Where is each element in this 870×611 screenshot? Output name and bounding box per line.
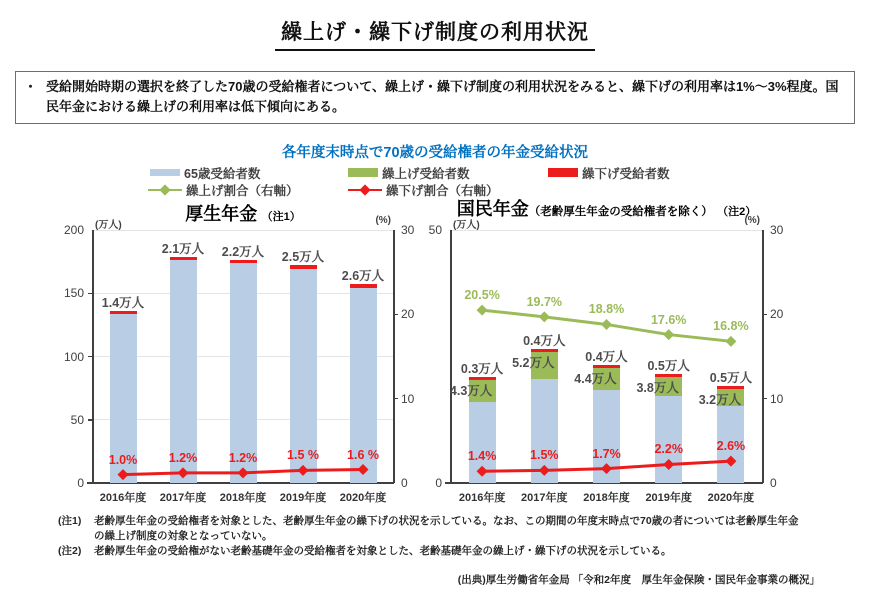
- bar-value-label: 3.2万人: [698, 393, 742, 408]
- bar-value-label: 1.4万人: [101, 295, 145, 310]
- bar-value-label: 4.4万人: [574, 372, 617, 387]
- chart-title-sub: （老齢厚生年金の受給権者を除く）: [528, 206, 713, 218]
- y-tick-right: 20: [770, 307, 784, 322]
- legend-item-65歳受給者数: [150, 165, 260, 180]
- tick-mark: [393, 314, 398, 316]
- summary-note-box: [15, 71, 855, 124]
- chart-kosei-nenkin: [40, 196, 440, 512]
- diamond-marker-icon: [298, 465, 309, 476]
- bar-value-label: 0.5万人: [647, 358, 690, 373]
- legend-label: 繰下げ受給者数: [582, 166, 670, 181]
- footnote-1: [58, 514, 820, 544]
- diamond-marker-icon: [358, 464, 369, 475]
- green-line-swatch-icon: [148, 184, 182, 195]
- line-value-label: 19.7%: [526, 294, 563, 309]
- line-value-label: 20.5%: [464, 288, 500, 303]
- footnote-2-text: 老齢厚生年金の受給権がない老齢基礎年金の受給権者を対象とした、老齢基礎年金の繰上げ・繰下げの状況を示している。: [94, 545, 672, 558]
- diamond-marker-icon: [725, 336, 736, 347]
- bar-value-label: 4.3万人: [449, 384, 493, 399]
- line-value-label: 1.5%: [530, 448, 559, 463]
- y-tick-left: 50: [70, 412, 84, 427]
- tick-mark: [762, 314, 767, 316]
- footnote-1-label: (注1): [58, 515, 82, 527]
- bar-value-label: 0.3万人: [460, 362, 504, 377]
- red-line-swatch-icon: [348, 184, 382, 195]
- y-tick-left: 150: [63, 286, 84, 301]
- diamond-marker-icon: [178, 467, 189, 478]
- line-value-label: 16.8%: [713, 319, 749, 334]
- y-tick-left: 200: [63, 223, 84, 237]
- x-tick-label: 2016年度: [99, 492, 147, 504]
- diamond-marker-icon: [238, 467, 249, 478]
- x-tick-label: 2020年度: [707, 492, 755, 504]
- y-tick-right: 30: [770, 223, 784, 237]
- x-tick-label: 2019年度: [279, 492, 327, 504]
- line-value-label: 18.8%: [588, 302, 625, 317]
- bar-value-label: 2.1万人: [161, 242, 205, 257]
- tick-mark: [393, 398, 398, 400]
- legend-label: 繰下げ割合（右軸）: [386, 183, 499, 198]
- line-value-label: 1.7%: [592, 446, 621, 461]
- diamond-marker-icon: [601, 463, 612, 474]
- y-tick-right: 0: [401, 476, 408, 490]
- x-tick-label: 2017年度: [521, 492, 568, 504]
- unit-left-label: (万人): [453, 220, 480, 231]
- legend-item-繰上げ受給者数: [348, 165, 470, 180]
- diamond-marker-icon: [159, 184, 170, 195]
- bar-value-label: 0.4万人: [523, 334, 566, 349]
- line-value-label: 2.2%: [654, 442, 683, 457]
- line-value-label: 1.0%: [108, 452, 138, 467]
- chart-title-note: （注2）: [717, 206, 757, 218]
- footnote-2: [58, 544, 820, 559]
- chart-title-main: 厚生年金: [185, 204, 258, 224]
- line-value-label: 1.4%: [467, 449, 497, 464]
- red-bar-swatch-icon: [548, 168, 578, 177]
- x-tick-label: 2016年度: [458, 492, 506, 504]
- x-tick-label: 2019年度: [645, 492, 692, 504]
- unit-right-label: (%): [744, 215, 760, 226]
- bar-value-label: 0.5万人: [709, 371, 753, 386]
- legend-label: 65歳受給者数: [184, 166, 261, 181]
- tick-mark: [762, 398, 767, 400]
- legend-label: 繰上げ割合（右軸）: [186, 183, 299, 198]
- y-tick-left: 50: [428, 223, 442, 237]
- line-value-label: 1.5 %: [287, 448, 319, 463]
- diamond-marker-icon: [663, 459, 674, 470]
- bar-value-label: 2.6万人: [341, 269, 385, 284]
- footnote-2-label: (注2): [58, 545, 82, 558]
- x-tick-label: 2017年度: [159, 492, 207, 504]
- line-value-label: 1.2%: [228, 450, 258, 465]
- green-bar-swatch-icon: [348, 168, 378, 177]
- chart-title-note: （注1）: [261, 211, 301, 223]
- diamond-marker-icon: [725, 456, 736, 467]
- x-tick-label: 2018年度: [219, 492, 267, 504]
- footnotes: [58, 514, 820, 588]
- diamond-marker-icon: [539, 311, 550, 322]
- diamond-marker-icon: [477, 466, 488, 477]
- summary-note-text: 受給開始時期の選択を終了した70歳の受給権者について、繰上げ・繰下げ制度の利用状況をみると、繰下げの利用率は1%～3%程度。国民年金における繰上げの利用率は低下傾向にある。: [46, 79, 839, 115]
- line-value-label: 1.6 %: [347, 447, 379, 462]
- line-value-label: 17.6%: [650, 312, 687, 327]
- line-series-layer: [93, 230, 393, 483]
- x-tick-label: 2018年度: [583, 492, 630, 504]
- diamond-marker-icon: [118, 469, 129, 480]
- legend-label: 繰上げ受給者数: [382, 166, 470, 181]
- diamond-marker-icon: [601, 319, 612, 330]
- line-value-label: 2.6%: [716, 439, 746, 454]
- bar-value-label: 5.2万人: [512, 356, 555, 371]
- bullet-point: ・: [24, 79, 38, 94]
- unit-right-label: (%): [375, 215, 391, 226]
- diamond-marker-icon: [539, 465, 550, 476]
- bar-value-label: 3.8万人: [636, 380, 679, 395]
- chart-title: [451, 195, 762, 221]
- chart-title: [93, 200, 393, 226]
- blue-bar-swatch-icon: [150, 169, 180, 176]
- x-tick-label: 2020年度: [339, 492, 387, 504]
- legend-item-繰下げ受給者数: [548, 165, 670, 180]
- y-tick-right: 0: [770, 476, 777, 490]
- bar-value-label: 0.4万人: [585, 350, 628, 365]
- bar-value-label: 2.2万人: [221, 245, 265, 260]
- y-tick-right: 10: [401, 391, 415, 406]
- chart-title-main: 国民年金: [456, 199, 529, 219]
- diamond-marker-icon: [663, 329, 674, 340]
- unit-left-label: (万人): [95, 220, 122, 231]
- page-title-wrap: [0, 16, 870, 51]
- chart-section-subtitle: 各年度末時点で70歳の受給権者の年金受給状況: [281, 145, 589, 161]
- line-value-label: 1.2%: [168, 450, 198, 465]
- y-tick-right: 10: [770, 391, 784, 406]
- y-tick-left: 0: [435, 476, 442, 490]
- y-tick-left: 0: [77, 476, 84, 490]
- y-tick-left: 100: [63, 349, 84, 364]
- legend-item-繰上げ割合（右軸）: [148, 182, 299, 197]
- y-tick-right: 30: [401, 223, 415, 237]
- source-citation: (出典)厚生労働省年金局 「令和2年度 厚生年金保険・国民年金事業の概況」: [457, 573, 820, 586]
- bar-value-label: 2.5万人: [281, 250, 325, 265]
- footnote-1-text: 老齢厚生年金の受給権者を対象とした、老齢厚生年金の繰下げの状況を示している。なお、この期間の年度末時点で70歳の者については老齢厚生年金の繰上げ制度の対象となっていない。: [94, 515, 799, 543]
- y-tick-right: 20: [401, 307, 415, 322]
- chart-kokumin-nenkin: [420, 193, 868, 512]
- diamond-marker-icon: [477, 305, 488, 316]
- page-title: 繰上げ・繰下げ制度の利用状況: [275, 16, 595, 51]
- diamond-marker-icon: [359, 184, 370, 195]
